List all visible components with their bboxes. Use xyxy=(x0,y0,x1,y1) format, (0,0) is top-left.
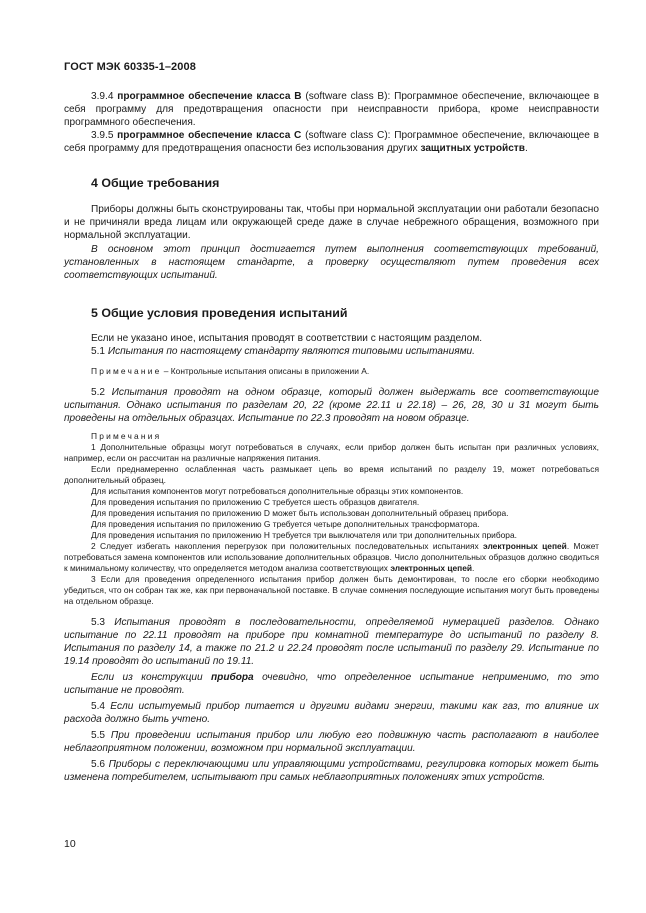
note-3: 3 Если для проведения определенного испытания прибор должен быть демонтирован, то после его сборки необходимо убедиться, что он собран так же, как при первоначальной поставке. В случае сомнения последующие испытания могут быть проведены на отдельном образце. xyxy=(64,574,599,606)
note-1-paragraph-f: Для проведения испытания по приложению G требуется четыре дополнительных трансформатора. xyxy=(91,519,480,529)
clause-text: (software class C): Программное обеспечение, включающее в себя программу для предотвращения опасности без использования других xyxy=(64,130,599,154)
clause-text: Если испытуемый прибор питается и другими видами энергии, такими как газ, то влияние их расхода должно быть учтено. xyxy=(64,701,599,725)
note-1-paragraph-b: Если преднамеренно ослабленная часть размыкает цепь во время испытаний по разделу 19, может потребоваться дополнительный образец. xyxy=(64,464,599,485)
page-content xyxy=(64,90,599,784)
note-label: Примечание xyxy=(91,366,162,376)
clause-text-end: . xyxy=(524,143,528,154)
clause-5-6 xyxy=(64,758,599,784)
clause-5-1 xyxy=(64,345,599,358)
clause-5-3-paragraph-b xyxy=(64,671,599,697)
section-4-title: 4 Общие требования xyxy=(91,176,220,190)
clause-number: 5.2 xyxy=(91,387,112,398)
note-2 xyxy=(64,541,599,574)
defined-term: электронных цепей xyxy=(390,563,473,573)
clause-5-4 xyxy=(64,700,599,726)
note-1-paragraph-c: Для испытания компонентов могут потребоваться дополнительные образцы этих компонентов. xyxy=(91,486,464,496)
clause-5-3 xyxy=(64,616,599,668)
clause-number: 5.1 xyxy=(91,346,108,357)
clause-number: 5.4 xyxy=(91,701,111,712)
defined-term: программное обеспечение класса C xyxy=(117,130,302,141)
clause-5-2 xyxy=(64,386,599,425)
clause-3-9-5 xyxy=(64,129,599,155)
clause-5-5 xyxy=(64,729,599,755)
note-1: 1 Дополнительные образцы могут потребоваться в случаях, если прибор должен быть испытан при различных условиях, например, если он рассчитан на различные напряжения питания. xyxy=(64,442,599,463)
document-header: ГОСТ МЭК 60335-1–2008 xyxy=(64,61,196,73)
clause-number: 3.9.4 xyxy=(91,91,118,102)
section-4-paragraph-1: Приборы должны быть сконструированы так, чтобы при нормальной эксплуатации они работали безопасно и не причиняли вреда лицам или окружающей среде даже в случае небрежного обращения, возможного при нормальной эксплуатации. xyxy=(64,204,599,241)
clause-text: (software class B): Программное обеспечение, включающее в себя программу для предотвращения опасности при неисправности прибора, кроме неисправности программного обеспечения. xyxy=(64,91,599,128)
clause-number: 5.3 xyxy=(91,617,115,628)
clause-3-9-4 xyxy=(64,90,599,129)
note-text: . xyxy=(472,563,475,573)
defined-term: защитных устройств xyxy=(420,143,525,154)
note-1-paragraph-g: Для проведения испытания по приложению H требуется три выключателя или три дополнительных прибора. xyxy=(91,530,517,540)
clause-number: 5.5 xyxy=(91,730,111,741)
notes-label: Примечания xyxy=(91,431,162,441)
clause-number: 3.9.5 xyxy=(91,130,118,141)
section-5-title: 5 Общие условия проведения испытаний xyxy=(91,306,348,320)
note-5-1 xyxy=(64,366,599,377)
defined-term: прибора xyxy=(210,672,254,683)
note-1-paragraph-e: Для проведения испытания по приложению D может быть использован дополнительный образец прибора. xyxy=(91,508,509,518)
clause-number: 5.6 xyxy=(91,759,109,770)
clause-text: При проведении испытания прибор или любую его подвижную часть располагают в наиболее неблагоприятном положении, возможном при нормальной эксплуатации. xyxy=(64,730,599,754)
clause-text: Испытания проводят на одном образце, который должен выдержать все соответствующие испытания. Однако испытания по разделам 20, 22 (кроме 22.11 и 22.18) – 26, 28, 30 и 31 могут быть проведены на отдельных образцах. Испытание по 22.3 проводят на новом образце. xyxy=(64,387,599,424)
clause-text: Если из конструкции xyxy=(91,672,211,683)
section-5-intro: Если не указано иное, испытания проводят в соответствии с настоящим разделом. xyxy=(91,333,483,344)
clause-text: Испытания проводят в последовательности, определяемой нумерацией разделов. Однако испытание по 22.11 проводят на приборе при комнатной температуре до испытаний по разделу 8. Испытания по разделу 14, а также по 21.2 и 22.24 проводят после испытаний по разделу 29. Испытание по 19.14 проводят до испытаний по 19.11. xyxy=(64,617,599,667)
defined-term: электронных цепей xyxy=(483,541,567,551)
note-text: . Может потребоваться замена компонентов или использование дополнительных образцов. Число дополнительных образцов должно сводиться к минимальному количеству, что определяется методом анализа соответствующих xyxy=(64,541,599,573)
note-1-paragraph-d: Для проведения испытания по приложению C требуется шесть образцов двигателя. xyxy=(91,497,420,507)
section-4-paragraph-2: В основном этот принцип достигается путем выполнения соответствующих требований, установленных в настоящем стандарте, а проверку осуществляют путем проведения всех соответствующих испытаний. xyxy=(64,244,599,281)
note-text: – Контрольные испытания описаны в приложении A. xyxy=(161,366,370,376)
note-text: 2 Следует избегать накопления перегрузок при положительных последовательных испытаниях xyxy=(91,541,484,551)
defined-term: программное обеспечение класса B xyxy=(117,91,302,102)
clause-text: Испытания по настоящему стандарту являются типовыми испытаниями. xyxy=(107,346,475,357)
page-number: 10 xyxy=(64,838,76,850)
clause-text: Приборы с переключающими или управляющими устройствами, регулировка которых может быть изменена потребителем, испытывают при самых неблагоприятных положениях этих устройств. xyxy=(64,759,599,783)
clause-text: очевидно, что определенное испытание неприменимо, то это испытание не проводят. xyxy=(64,672,599,696)
